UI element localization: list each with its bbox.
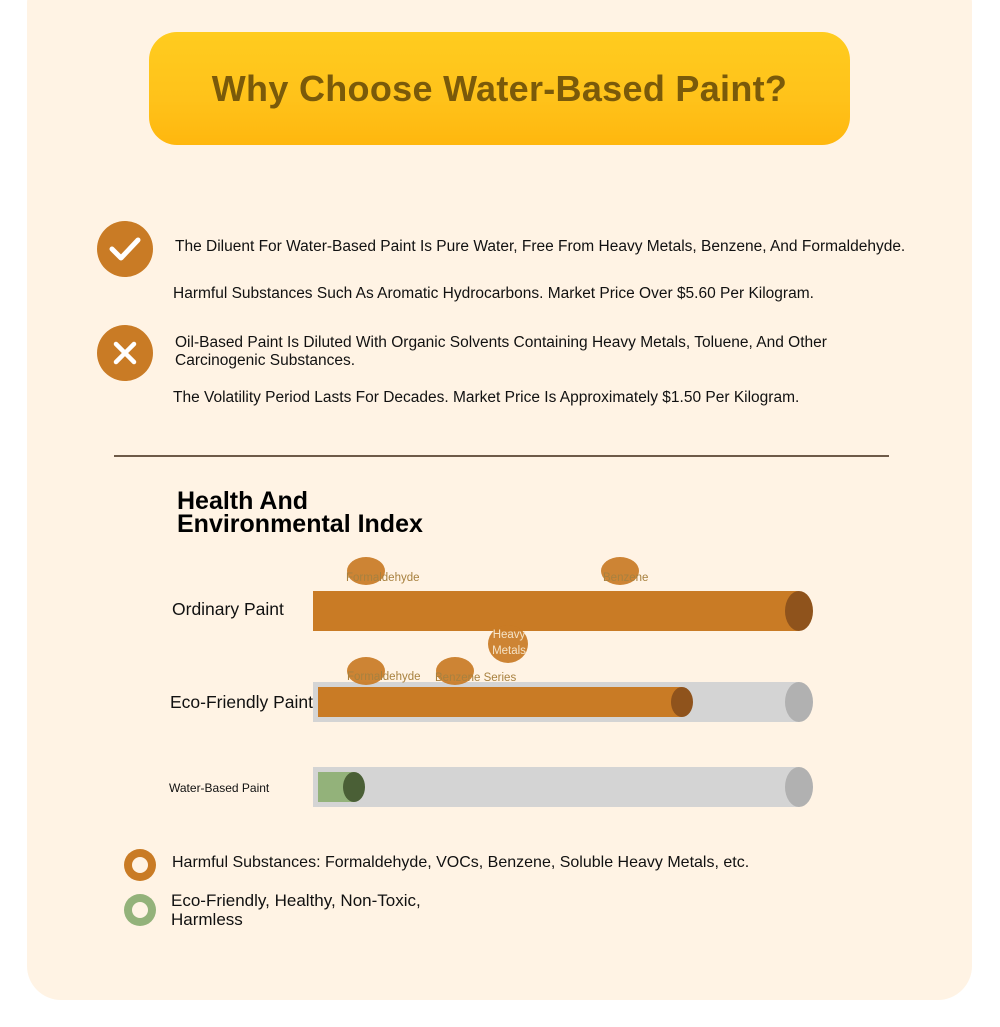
- row-label-ordinary-paint: Ordinary Paint: [172, 599, 284, 619]
- water-based-track: [313, 767, 799, 807]
- tag-heavy-metals: Heavy Metals: [492, 629, 526, 657]
- index-title: Health And Environmental Index: [177, 487, 423, 538]
- tag-formaldehyde: Formaldehyde: [346, 572, 420, 584]
- oil-based-description: Oil-Based Paint Is Diluted With Organic Solvents Containing Heavy Metals, Toluene, And Other Carcinogenic Substances.: [175, 334, 827, 369]
- eco-friendly-paint-bar-end: [671, 687, 693, 717]
- oil-based-detail: The Volatility Period Lasts For Decades. Market Price Is Approximately $1.50 Per Kilogram.: [173, 389, 800, 406]
- eco-friendly-track-end: [785, 682, 813, 722]
- title-banner: [149, 32, 850, 145]
- water-based-track-end: [785, 767, 813, 807]
- content-card: [27, 0, 972, 1000]
- legend-harmful: Harmful Substances: Formaldehyde, VOCs, Benzene, Soluble Heavy Metals, etc.: [172, 854, 750, 871]
- tag-benzene-series: Benzene Series: [435, 672, 517, 684]
- harmful-legend-icon: [124, 849, 156, 881]
- water-based-description: The Diluent For Water-Based Paint Is Pure Water, Free From Heavy Metals, Benzene, And Formaldehyde.: [175, 238, 906, 255]
- check-icon: [97, 221, 153, 277]
- tag-formaldehyde: Formaldehyde: [347, 671, 421, 683]
- water-based-paint-bar-end: [343, 772, 365, 802]
- cross-icon: [97, 325, 153, 381]
- ordinary-paint-bar: [313, 591, 799, 631]
- ordinary-paint-bar-end: [785, 591, 813, 631]
- eco-legend-icon: [124, 894, 156, 926]
- tag-benzene: Benzene: [603, 572, 649, 584]
- page-title: Why Choose Water-Based Paint?: [211, 67, 788, 109]
- row-label-eco-friendly-paint: Eco-Friendly Paint: [170, 692, 313, 712]
- section-divider: [114, 455, 889, 457]
- row-label-water-based-paint: Water-Based Paint: [169, 781, 270, 795]
- eco-friendly-paint-bar: [318, 687, 682, 717]
- legend-eco: Eco-Friendly, Healthy, Non-Toxic, Harmless: [171, 891, 421, 929]
- water-based-detail: Harmful Substances Such As Aromatic Hydrocarbons. Market Price Over $5.60 Per Kilogram.: [173, 285, 814, 302]
